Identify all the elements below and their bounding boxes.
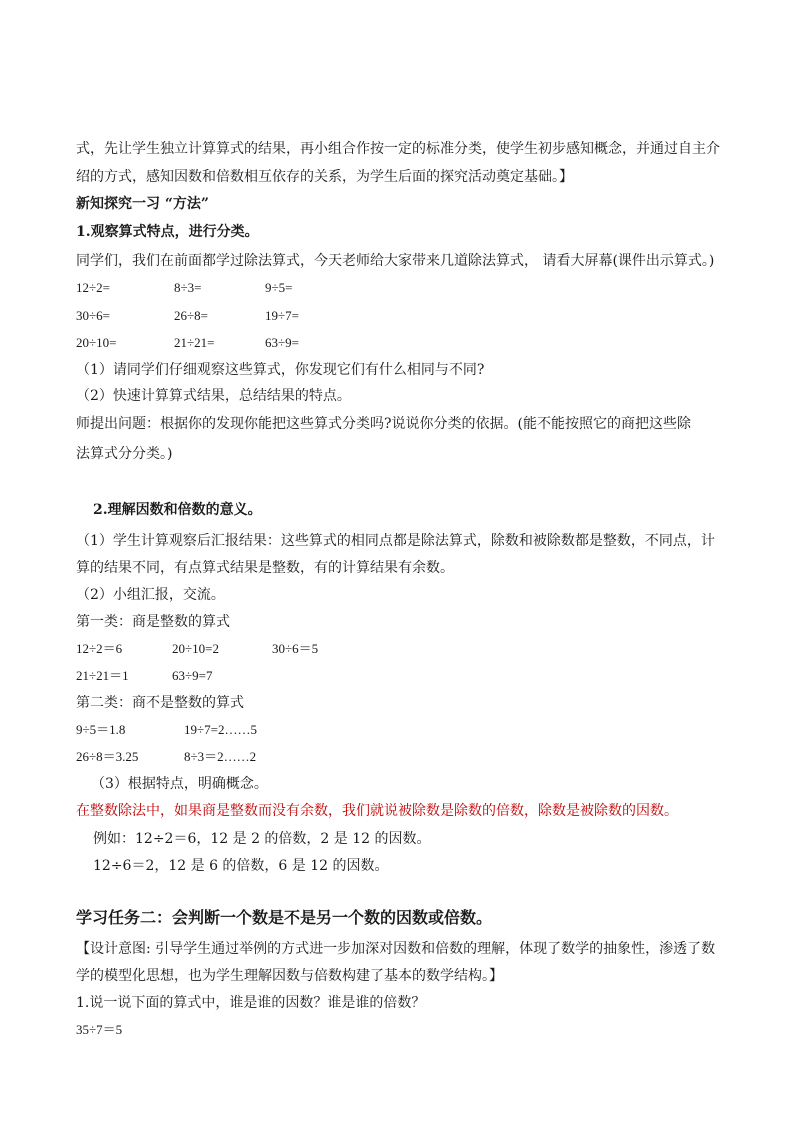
step2-concept-intro: （3）根据特点，明确概念。 <box>91 776 268 792</box>
design-intent-line-2: 学的模型化思想，也为学生理解因数与倍数构建了基本的数学结构。】 <box>76 968 503 984</box>
step2-report-line-1: （1）学生计算观察后汇报结果：这些算式的相同点都是除法算式，除数和被除数都是整数，不同点，计 <box>76 533 715 549</box>
category2-title: 第二类：商不是整数的算式 <box>76 695 244 711</box>
expr-cell: 20÷10= <box>76 335 117 350</box>
category2-expr: 9÷5＝1.8 <box>76 722 126 737</box>
category1-expr: 20÷10=2 <box>172 641 219 656</box>
task2-question: 1.说一说下面的算式中，谁是谁的因数？谁是谁的倍数？ <box>76 995 426 1011</box>
category1-expr: 21÷21＝1 <box>76 668 129 683</box>
heading-explore: 新知探究一习 “方法” <box>76 196 209 212</box>
category1-expr: 12÷2＝6 <box>76 641 123 656</box>
step2-report-line-2: 算的结果不同，有点算式结果是整数，有的计算结果有余数。 <box>76 560 454 576</box>
step1-intro: 同学们，我们在前面都学过除法算式，今天老师给大家带来几道除法算式， 请看大屏幕(课件出示算式。) <box>76 253 715 269</box>
expr-cell: 12÷2= <box>76 280 110 295</box>
example-1: 例如：12÷2＝6，12 是 2 的倍数，2 是 12 的因数。 <box>93 831 431 847</box>
question-1: （1）请同学们仔细观察这些算式，你发现它们有什么相同与不同? <box>76 362 485 378</box>
expr-cell: 63÷9= <box>265 335 299 350</box>
category2-expr: 8÷3＝2……2 <box>184 749 257 764</box>
step2-group-report: （2）小组汇报，交流。 <box>76 587 225 603</box>
expr-cell: 30÷6= <box>76 308 110 323</box>
question-2: （2）快速计算算式结果，总结结果的特点。 <box>76 388 351 404</box>
expr-cell: 21÷21= <box>174 335 215 350</box>
example-2: 12÷6＝2，12 是 6 的倍数，6 是 12 的因数。 <box>93 858 389 874</box>
concept-definition: 在整数除法中，如果商是整数而没有余数，我们就说被除数是除数的倍数，除数是被除数的因数。 <box>76 803 678 819</box>
category1-expr: 63÷9=7 <box>172 668 213 683</box>
category2-expr: 26÷8＝3.25 <box>76 749 139 764</box>
teacher-question-line-1: 师提出问题：根据你的发现你能把这些算式分类吗?说说你分类的依据。(能不能按照它的商把这些除 <box>76 416 691 432</box>
design-intent-line-1: 【设计意图: 引导学生通过举例的方式进一步加深对因数和倍数的理解，体现了数学的抽象性，渗透了数 <box>76 941 716 957</box>
expr-cell: 19÷7= <box>265 308 299 323</box>
category1-title: 第一类：商是整数的算式 <box>76 614 230 630</box>
teacher-question-line-2: 法算式分分类。) <box>76 446 173 462</box>
step1-title: 1.观察算式特点，进行分类。 <box>76 224 259 240</box>
intro-line-2: 绍的方式，感知因数和倍数相互依存的关系，为学生后面的探究活动奠定基础。】 <box>76 169 573 185</box>
expr-cell: 8÷3= <box>174 280 202 295</box>
category1-expr: 30÷6＝5 <box>272 641 319 656</box>
intro-line-1: 式，先让学生独立计算算式的结果，再小组合作按一定的标准分类，使学生初步感知概念，并通过自主介 <box>76 141 720 157</box>
expr-cell: 26÷8= <box>174 308 208 323</box>
step2-title: 2.理解因数和倍数的意义。 <box>93 502 262 518</box>
task2-expression: 35÷7＝5 <box>76 1022 123 1037</box>
expr-cell: 9÷5= <box>265 280 293 295</box>
category2-expr: 19÷7=2……5 <box>184 722 257 737</box>
task2-heading: 学习任务二：会判断一个数是不是另一个数的因数或倍数。 <box>76 908 493 927</box>
